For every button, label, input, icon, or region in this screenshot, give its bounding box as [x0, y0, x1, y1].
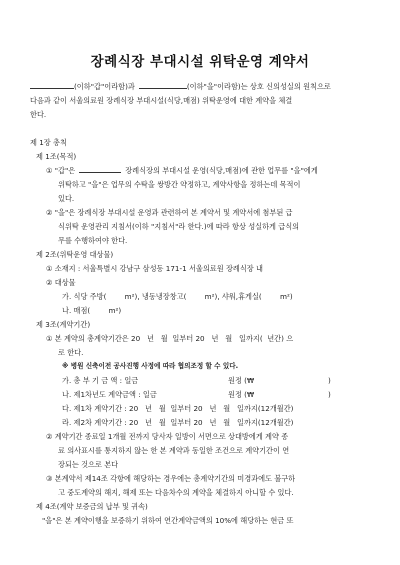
- art3-ga-won: 원정 (₩: [228, 376, 255, 385]
- article-2-location: ① 소재지 : 서울특별시 강남구 삼성동 171-1 서울의료원 장례식장 내: [46, 264, 263, 273]
- article-3-item-ra: 라. 제2차 계약기간 : 20 년 월 일부터 20 년 월 일까지(12개월간): [62, 418, 294, 427]
- article-3-para-2-line-2: 료 의사표시를 통지하지 않는 한 본 계약과 동일한 조건으로 계약기간이 연: [58, 446, 290, 455]
- article-2-item-na: 나. 매점( m²): [62, 306, 122, 315]
- article-3-item-na: [62, 390, 157, 399]
- article-3-item-ga-won: [228, 376, 254, 385]
- article-3-para-3-line-1: ③ 본계약서 제14조 각항에 해당하는 경우에는 총계약기간의 미경과에도 불구하: [46, 474, 296, 483]
- article-3-note: ※ 병원 신축이전 공사진행 사정에 따라 협의조정 할 수 있다.: [62, 362, 239, 370]
- article-3-para-2-line-3: 장되는 것으로 본다: [58, 460, 119, 469]
- chapter-1-heading: 제 1장 총칙: [30, 138, 67, 147]
- article-3-item-da: 다. 제1차 계약기간 : 20 년 월 일부터 20 년 월 일까지(12개월간): [62, 404, 294, 413]
- party-a-blank: [30, 82, 74, 89]
- article-3-para-1-line-2: 로 한다.: [58, 348, 84, 357]
- article-3-para-2-line-1: ② 계약기간 종료일 1개월 전까지 당사자 일방이 서면으로 상대방에게 계약 종: [46, 432, 289, 441]
- document-title: 장례식장 부대시설 위탁운영 계약서: [90, 54, 310, 70]
- article-3-item-na-end: ): [328, 390, 331, 399]
- intro-line-3: 한다.: [30, 110, 47, 119]
- article-3-item-na-won: [228, 390, 254, 399]
- intro-party-b-text: (이하"을"이라함)는 상호 신의성실의 원칙으로: [186, 82, 331, 91]
- article-1-para-2-line-1: ② "을"은 장례식장 부대시설 운영과 관련하여 본 계약서 및 계약서에 첨부된 급: [46, 208, 293, 217]
- article-2-item-ga: 가. 식당 주방( m²), 냉동냉장창고( m²), 샤워,휴게실( m²): [62, 292, 293, 301]
- article-4-heading: 제 4조(계약 보증금의 납부 및 귀속): [36, 502, 148, 511]
- article-3-para-1-line-1: ① 본 계약의 총계약기간은 20 년 월 일부터 20 년 월 일까지( 년간) 으: [46, 334, 294, 343]
- article-2-heading: 제 2조(위탁운영 대상물): [36, 250, 114, 259]
- article-1-heading: 제 1조(목적): [36, 152, 77, 161]
- article-3-para-3-line-2: 고 중도계약의 해지, 해제 또는 다음차수의 계약을 체결하지 아니할 수 있다.: [58, 488, 294, 497]
- art3-na-won: 원정 (₩: [228, 390, 255, 399]
- article-1-para-2-line-3: 무를 수행하여야 한다.: [58, 236, 128, 245]
- intro-line-2: 다음과 같이 서울의료원 장례식장 부대시설(식당,매점) 위탁운영에 대한 계약을 체결: [30, 96, 293, 105]
- article-1-para-1-line-3: 있다.: [58, 194, 75, 203]
- article-2-target-label: ② 대상물: [46, 278, 76, 287]
- art3-na-label: 나. 제1차년도 계약금액 : 일금: [62, 390, 157, 399]
- intro-party-a-text: (이하"갑"이라함)과: [74, 82, 135, 91]
- intro-line-1: [30, 82, 331, 91]
- article-1-para-1-line-1: [46, 166, 318, 175]
- art1-p1-text: 장례식장의 부대시설 운영(식당,매점)에 관한 업무를 "을"에게: [125, 166, 318, 175]
- article-3-item-ga: [62, 376, 138, 385]
- article-3-heading: 제 3조(계약기간): [36, 320, 91, 329]
- art3-ga-label: 가. 총 부 기 금 액 : 일금: [62, 376, 139, 385]
- article-4-line-1: "을"은 본 계약이행을 보증하기 위하여 연간계약금액의 10%에 해당하는 현금 또: [42, 516, 294, 525]
- art1-p1-prefix: ① "갑"은: [46, 166, 76, 175]
- article-1-para-1-line-2: 위탁하고 "을"은 업무의 수탁을 쌍방간 약정하고, 계약사항을 정하는데 목적이: [58, 180, 301, 189]
- article-1-para-2-line-2: 식위탁 운영관리 지침서(이하 "지침서"라 한다.)에 따라 항상 성실하게 급식의: [58, 222, 300, 231]
- art1-blank: [79, 166, 121, 173]
- party-b-blank: [139, 82, 187, 89]
- article-3-item-ga-end: ): [328, 376, 331, 385]
